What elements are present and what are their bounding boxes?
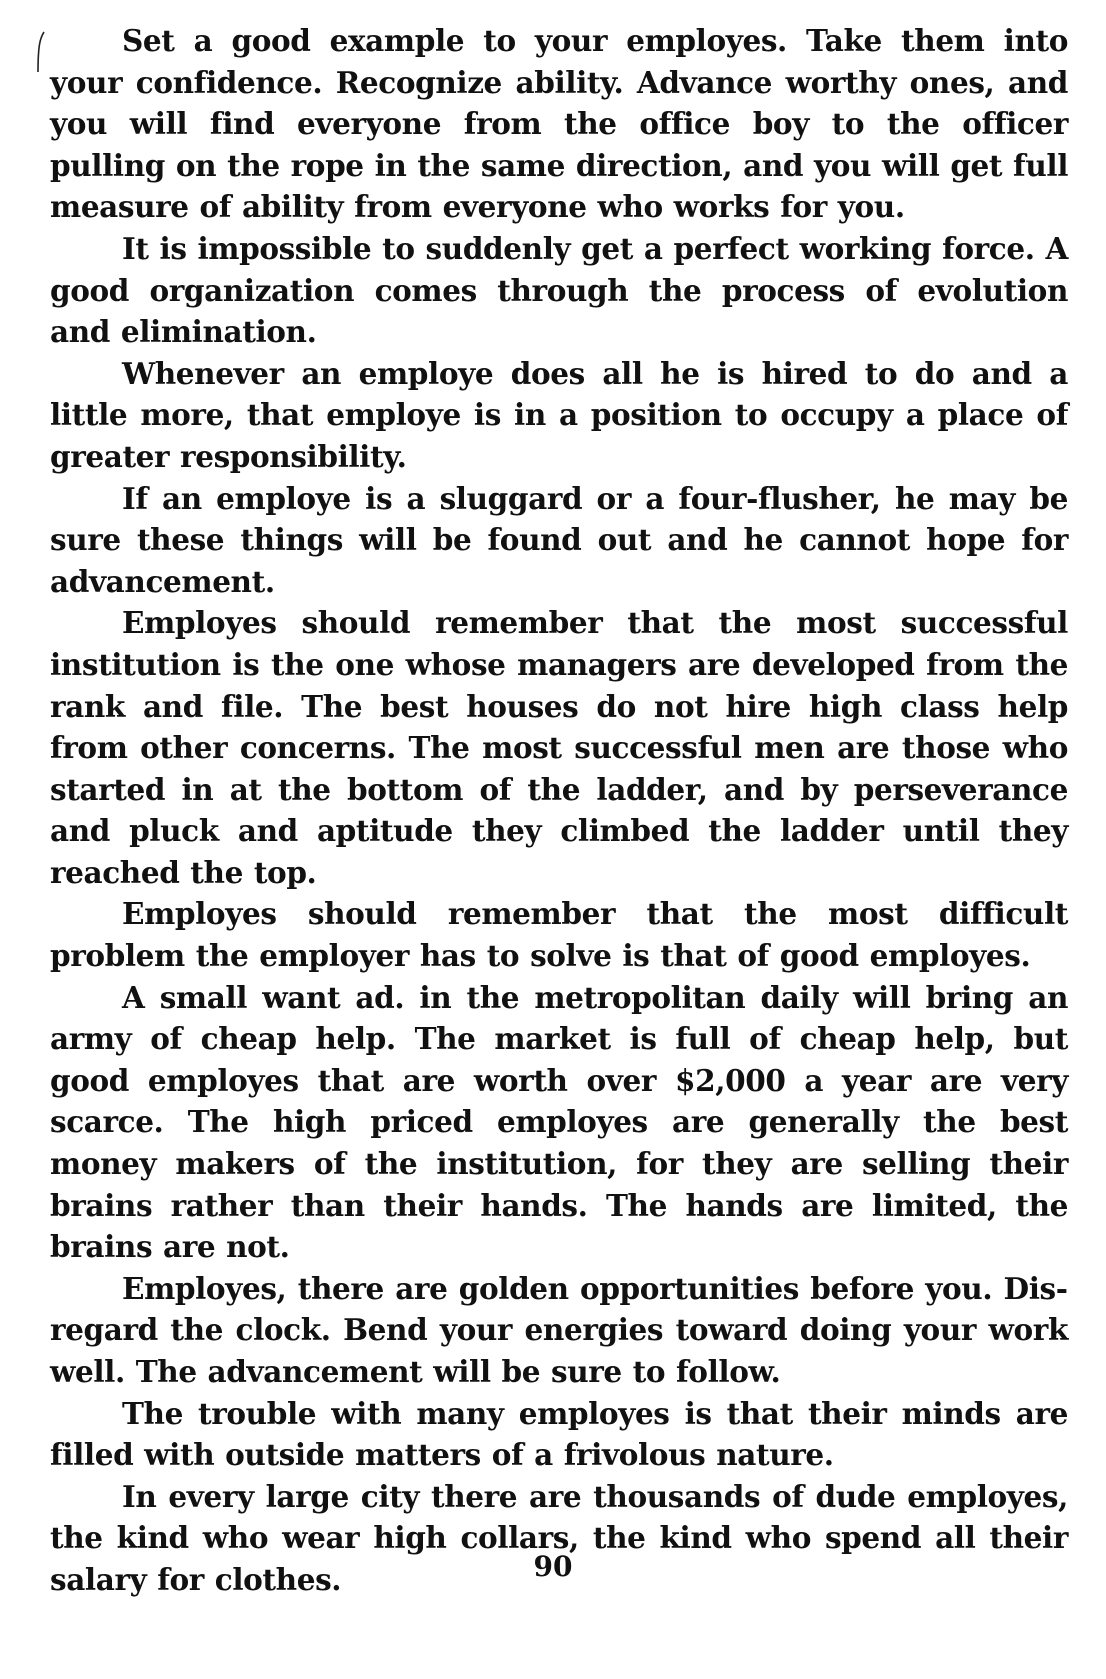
body-text [50, 20, 1068, 1601]
paragraph: The trouble with many employes is that their minds are filled with outside matters of a frivolous nature. [50, 1395, 1068, 1473]
pencil-mark-icon [36, 30, 46, 74]
paragraph: Employes, there are golden opportunities before you. Disregard the clock. Bend your energies toward doing your work well. The advancement will be sure to follow. [50, 1270, 1068, 1389]
paragraph: Employes should remember that the most successful institution is the one whose managers are developed from the rank and file. The best houses do not hire high class help from other concerns. The most successful men are those who started in at the bottom of the ladder, and by perseverance and pluck and aptitude they climbed the ladder until they reached the top. [50, 605, 1068, 890]
paragraph: If an employe is a sluggard or a four-flusher, he may be sure these things will be found out and he cannot hope for advancement. [50, 480, 1068, 599]
paragraph: Employes should remember that the most difficult problem the employer has to solve is that of good employes. [50, 896, 1068, 974]
page-number: 90 [533, 1550, 573, 1583]
paragraph: A small want ad. in the metropolitan daily will bring an army of cheap help. The market is full of cheap help, but good employes that are worth over $2,000 a year are very scarce. The high priced employes are generally the best money makers of the institution, for they are selling their brains rather than their hands. The hands are limited, the brains are not. [50, 979, 1068, 1265]
paragraph: In every large city there are thousands of dude employes, the kind who wear high collars, the kind who spend all their salary for clothes. [50, 1478, 1068, 1597]
paragraph: It is impossible to suddenly get a perfect working force. A good organization comes through the process of evolution and elimination. [50, 230, 1068, 350]
paragraph: Set a good example to your employes. Take them into your confidence. Recognize ability. Advance worthy ones, and you will find everyone from the office boy to the officer pulling on the rope in the same direction, and you will get full measure of ability from everyone who works for you. [50, 23, 1068, 225]
paragraph: Whenever an employe does all he is hired to do and a little more, that employe is in a position to occupy a place of greater responsibility. [50, 355, 1068, 474]
